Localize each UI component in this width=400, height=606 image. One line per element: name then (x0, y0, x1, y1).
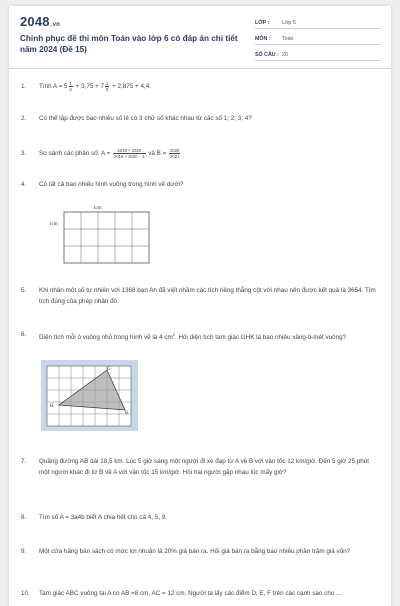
fraction-a: $\frac{2019 \times 2020}{2019 \times 2020 - 1}$ (114, 148, 145, 159)
triangle-ghk-figure (41, 360, 139, 432)
fig-left-label: 1cm (49, 222, 58, 227)
fraction: $\frac{1}{8}$ (106, 81, 109, 92)
fraction-b: $\frac{2020}{2021}$ (170, 148, 180, 159)
fig-top-label: 1cm (93, 206, 102, 211)
vertex-h-label: H (50, 404, 54, 409)
meta-grade: LỚP : Lớp 5 (255, 16, 381, 29)
document-page: 2048.vn Chinh phục đề thi môn Toán vào lớp 6 có đáp án chi tiết năm 2024 (Đề 15) LỚP : Lớp 5 MÔN : Toán SỐ CÂU : 20 1. Tính A = 5 $\frac{1}{2}$ + 3,75 + 7 $\frac{1}{8}$ + 2,875 + 4,4. 2. Có thể lập được bao nhiêu số lẻ có 3 chữ số khác nhau từ các số 1; 2; 3; 4? 3. So sánh các phân số: A = $\frac{2019 \times 2020}{2019 \times 2020 - 1}$ và B = $\frac{2020}{2021}$ 4. Có tất cả bao nhiêu hình vuông trong hình vẽ dưới? 1cm 1cm 5. Khi nhân một số tự nhiên với 1368 bạn An đã viết nhầm các tích riêng thẳng cột với nhau nên được kết quả là 3654. Tìm tích đúng của phép nhân đó. 6. Diện tích mỗi ô vuông nhỏ trong hình vẽ là 4 $cm^2$. Hỏi diện tích tam giác GHK là bao nhiêu xăng-ti-mét vuông? G H K 7. Quãng đường AB dài 18,5 km. Lúc 5 giờ sáng một người đi xe đạp từ A về B với vận tốc 12 km/giờ. Đến 5 giờ 25 phút một người khác đi từ B về A với vận tốc 15 km/giờ. Hỏi hai người gặp nhau lúc mấy giờ? 8. Tìm số A = 3a4b biết A chia hết cho cả 4, 5, 9. 9. Một cửa hàng bán sách có mức lợi nhuận là 20% giá bán ra. Hỏi giá bán ra bằng bao nhiêu phần trăm giá vốn? 10. Tam giác ABC vuông tại A có AB =8 cm, AC = 12 cm. Người ta lấy các điểm D, E, F trên các cạnh sao cho ... (9, 6, 391, 606)
document-title: Chinh phục đề thi môn Toán vào lớp 6 có đáp án chi tiết năm 2024 (Đề 15) (20, 34, 238, 54)
document-meta (255, 16, 381, 64)
fraction: $\frac{1}{2}$ (69, 81, 72, 92)
vertex-k-label: K (125, 411, 129, 416)
meta-question-count: SỐ CÂU : 20 (255, 48, 381, 61)
document-header (9, 6, 391, 69)
site-logo[interactable]: 2048.vn (20, 14, 61, 29)
meta-subject: MÔN : Toán (255, 32, 381, 45)
vertex-g-label: G (107, 367, 111, 372)
squares-grid-figure (47, 202, 157, 268)
